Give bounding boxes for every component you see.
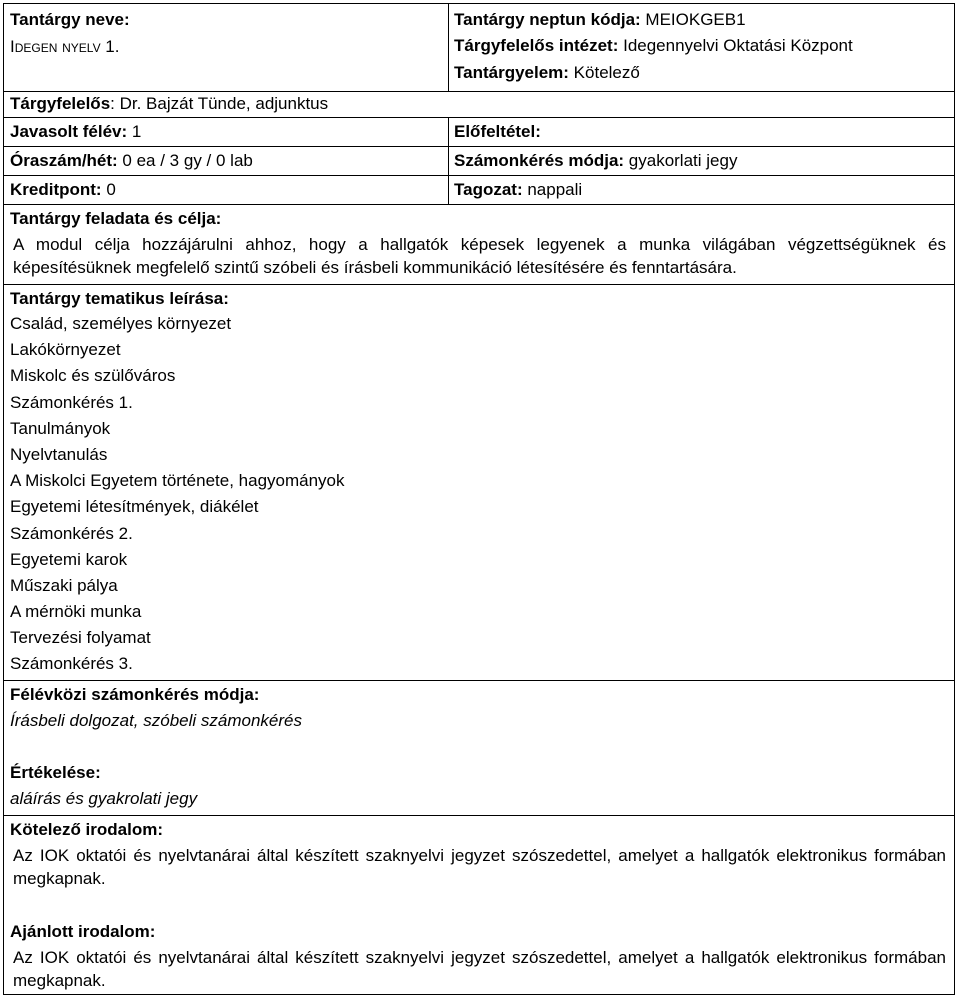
section-type: Tagozat: nappali bbox=[454, 180, 583, 199]
exam-type: Számonkérés módja: gyakorlati jegy bbox=[454, 151, 738, 170]
recommended-literature-label: Ajánlott irodalom: bbox=[10, 922, 156, 941]
required-literature-text: Az IOK oktatói és nyelvtanárai által készített szaknyelvi jegyzet szószedettel, amelyet a hallgatók elektronikus formában megkapnak. bbox=[13, 846, 946, 888]
topics-list bbox=[10, 311, 345, 678]
semester-row bbox=[4, 117, 954, 146]
list-item: Számonkérés 2. bbox=[10, 523, 133, 543]
list-item: Számonkérés 1. bbox=[10, 392, 133, 412]
list-item: Egyetemi karok bbox=[10, 549, 128, 569]
list-item: Egyetemi létesítmények, diákélet bbox=[10, 497, 259, 517]
course-name-value: Idegen nyelv 1. bbox=[10, 37, 120, 56]
midterm-label: Félévközi számonkérés módja: bbox=[10, 685, 260, 704]
midterm-value: Írásbeli dolgozat, szóbeli számonkérés bbox=[10, 711, 302, 730]
weekly-hours: Óraszám/hét: 0 ea / 3 gy / 0 lab bbox=[10, 151, 253, 170]
list-item: Tervezési folyamat bbox=[10, 628, 151, 648]
required-literature-label: Kötelező irodalom: bbox=[10, 820, 164, 839]
assessment-section bbox=[4, 680, 954, 815]
evaluation-value: aláírás és gyakrolati jegy bbox=[10, 789, 198, 808]
list-item: Számonkérés 3. bbox=[10, 654, 133, 674]
list-item: A Miskolci Egyetem története, hagyományok bbox=[10, 471, 345, 491]
list-item: Miskolc és szülőváros bbox=[10, 366, 176, 386]
recommended-semester: Javasolt félév: 1 bbox=[10, 122, 142, 141]
credit-row bbox=[4, 175, 954, 204]
aim-section bbox=[4, 204, 954, 284]
list-item: Tanulmányok bbox=[10, 418, 111, 438]
list-item: Nyelvtanulás bbox=[10, 444, 108, 464]
course-datasheet bbox=[3, 3, 955, 995]
responsible-person: Tárgyfelelős: Dr. Bajzát Tünde, adjunktus bbox=[10, 94, 329, 113]
recommended-literature-text: Az IOK oktatói és nyelvtanárai által készített szaknyelvi jegyzet szószedettel, amelyet a hallgatók elektronikus formában megkapnak. bbox=[13, 948, 946, 990]
neptun-code: Tantárgy neptun kódja: MEIOKGEB1 bbox=[454, 10, 746, 29]
header-divider bbox=[448, 4, 449, 91]
hours-row bbox=[4, 146, 954, 175]
required-literature-section bbox=[4, 815, 954, 995]
aim-text: A modul célja hozzájárulni ahhoz, hogy a hallgatók képesek legyenek a munka világában végzettségüknek és képesítésüknek megfelelő szintű szóbeli és írásbeli kommunikáció létesítésére és fenntartására. bbox=[13, 235, 946, 277]
course-element: Tantárgyelem: Kötelező bbox=[454, 63, 640, 82]
list-item: A mérnöki munka bbox=[10, 602, 142, 622]
course-name-label: Tantárgy neve: bbox=[10, 10, 130, 29]
aim-label: Tantárgy feladata és célja: bbox=[10, 209, 222, 228]
details-divider bbox=[448, 117, 449, 204]
topics-label: Tantárgy tematikus leírása: bbox=[10, 289, 229, 308]
list-item: Család, személyes környezet bbox=[10, 314, 232, 333]
list-item: Műszaki pálya bbox=[10, 575, 118, 595]
credit-points: Kreditpont: 0 bbox=[10, 180, 116, 199]
evaluation-label: Értékelése: bbox=[10, 763, 101, 782]
course-header-row bbox=[4, 4, 954, 91]
responsible-institute: Tárgyfelelős intézet: Idegennyelvi Oktatási Központ bbox=[454, 36, 853, 55]
prerequisite: Előfeltétel: bbox=[454, 122, 541, 141]
topics-section bbox=[4, 284, 954, 680]
list-item: Lakókörnyezet bbox=[10, 340, 121, 360]
responsible-row bbox=[4, 91, 954, 117]
